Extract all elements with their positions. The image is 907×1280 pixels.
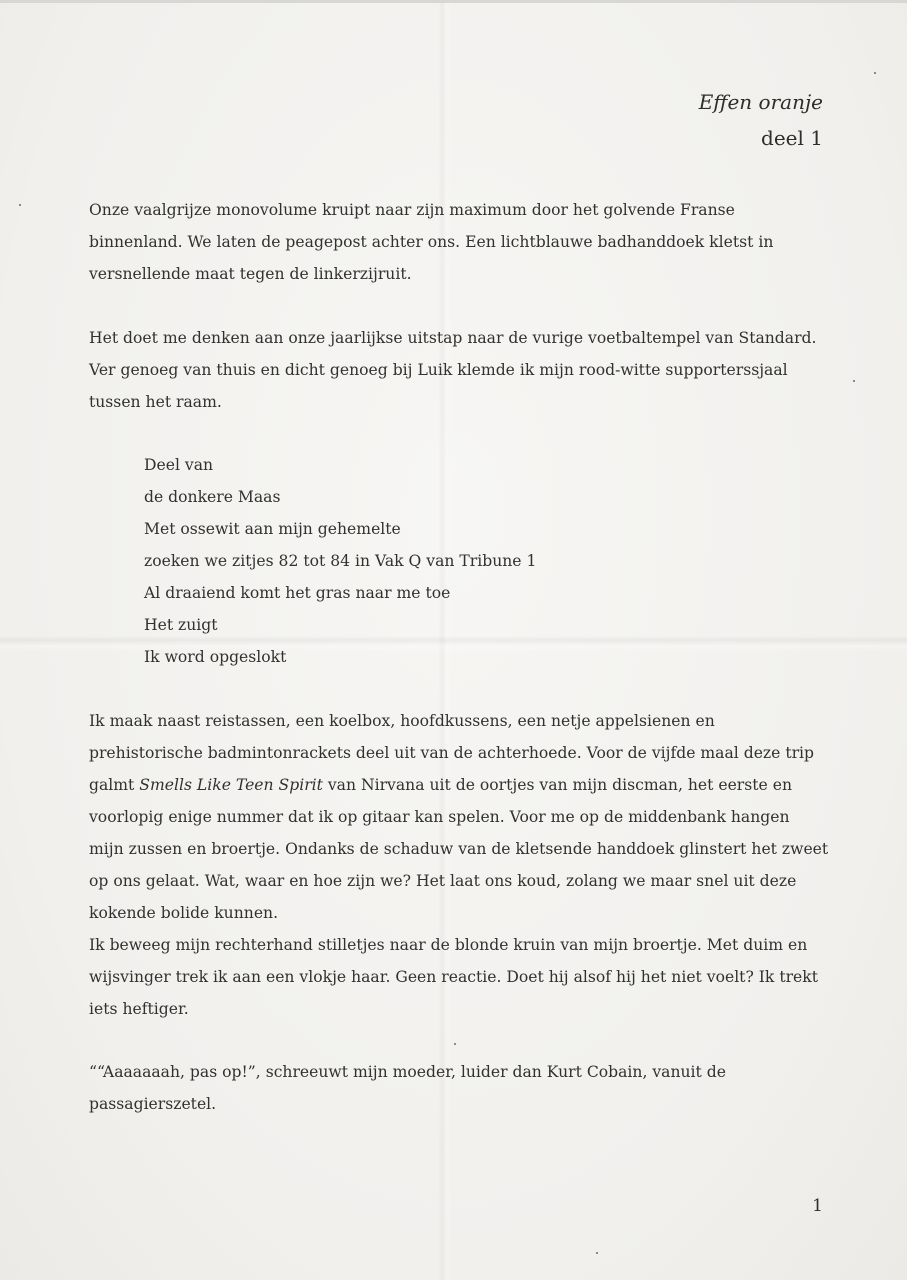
page-top-edge (0, 0, 907, 3)
document-title: Effen oranje (698, 90, 823, 114)
paper-speck (596, 1252, 598, 1254)
poem-line: Ik word opgeslokt (144, 648, 287, 666)
poem-line: Deel van (144, 456, 214, 474)
paragraph-3-part-a: Ik maak naast reistassen, een koelbox, hoofdkussens, een netje appelsienen en prehistorische badmintonrackets deel uit van de achterhoede. Voor de vijfde maal deze trip galmt (89, 712, 815, 794)
page-number: 1 (812, 1196, 823, 1216)
poem-line: Al draaiend komt het gras naar me toe (144, 584, 451, 602)
poem-line: Met ossewit aan mijn gehemelte (144, 520, 401, 538)
paragraph-1: Onze vaalgrijze monovolume kruipt naar zijn maximum door het golvende Franse binnenland. We laten de peagepost achter ons. Een lichtblauwe badhanddoek kletst in versnellende maat tegen de linkerzijruit. (89, 201, 774, 283)
paper-speck (454, 1043, 456, 1045)
song-title: Smells Like Teen Spirit (139, 776, 323, 794)
paragraph-4: Ik beweeg mijn rechterhand stilletjes naar de blonde kruin van mijn broertje. Met duim en wijsvinger trek ik aan een vlokje haar. Geen reactie. Doet hij alsof hij het niet voelt? Ik trekt iets heftiger. (89, 936, 818, 1018)
paragraph-5: ““Aaaaaaah, pas op!”, schreeuwt mijn moeder, luider dan Kurt Cobain, vanuit de passagierszetel. (89, 1063, 726, 1113)
paragraph-3 (89, 705, 829, 929)
poem-line: Het zuigt (144, 616, 218, 634)
header (699, 86, 823, 158)
document-subtitle: deel 1 (761, 126, 823, 150)
paper-speck (19, 204, 21, 206)
paragraph-2: Het doet me denken aan onze jaarlijkse uitstap naar de vurige voetbaltempel van Standard. Ver genoeg van thuis en dicht genoeg bij Luik klemde ik mijn rood-witte supporterssjaal tussen het raam. (89, 329, 817, 411)
paper-speck (853, 380, 855, 382)
poem (144, 449, 536, 673)
poem-line: de donkere Maas (144, 488, 281, 506)
paper-speck (874, 72, 876, 74)
paragraph-3-part-b: van Nirvana uit de oortjes van mijn discman, het eerste en voorlopig enige nummer dat ik op gitaar kan spelen. Voor me op de middenbank hangen mijn zussen en broertje. Ondanks de schaduw van de kletsende handdoek glinstert het zweet op ons gelaat. Wat, waar en hoe zijn we? Het laat ons koud, zolang we maar snel uit deze kokende bolide kunnen. (89, 776, 829, 922)
poem-line: zoeken we zitjes 82 tot 84 in Vak Q van Tribune 1 (144, 552, 537, 570)
